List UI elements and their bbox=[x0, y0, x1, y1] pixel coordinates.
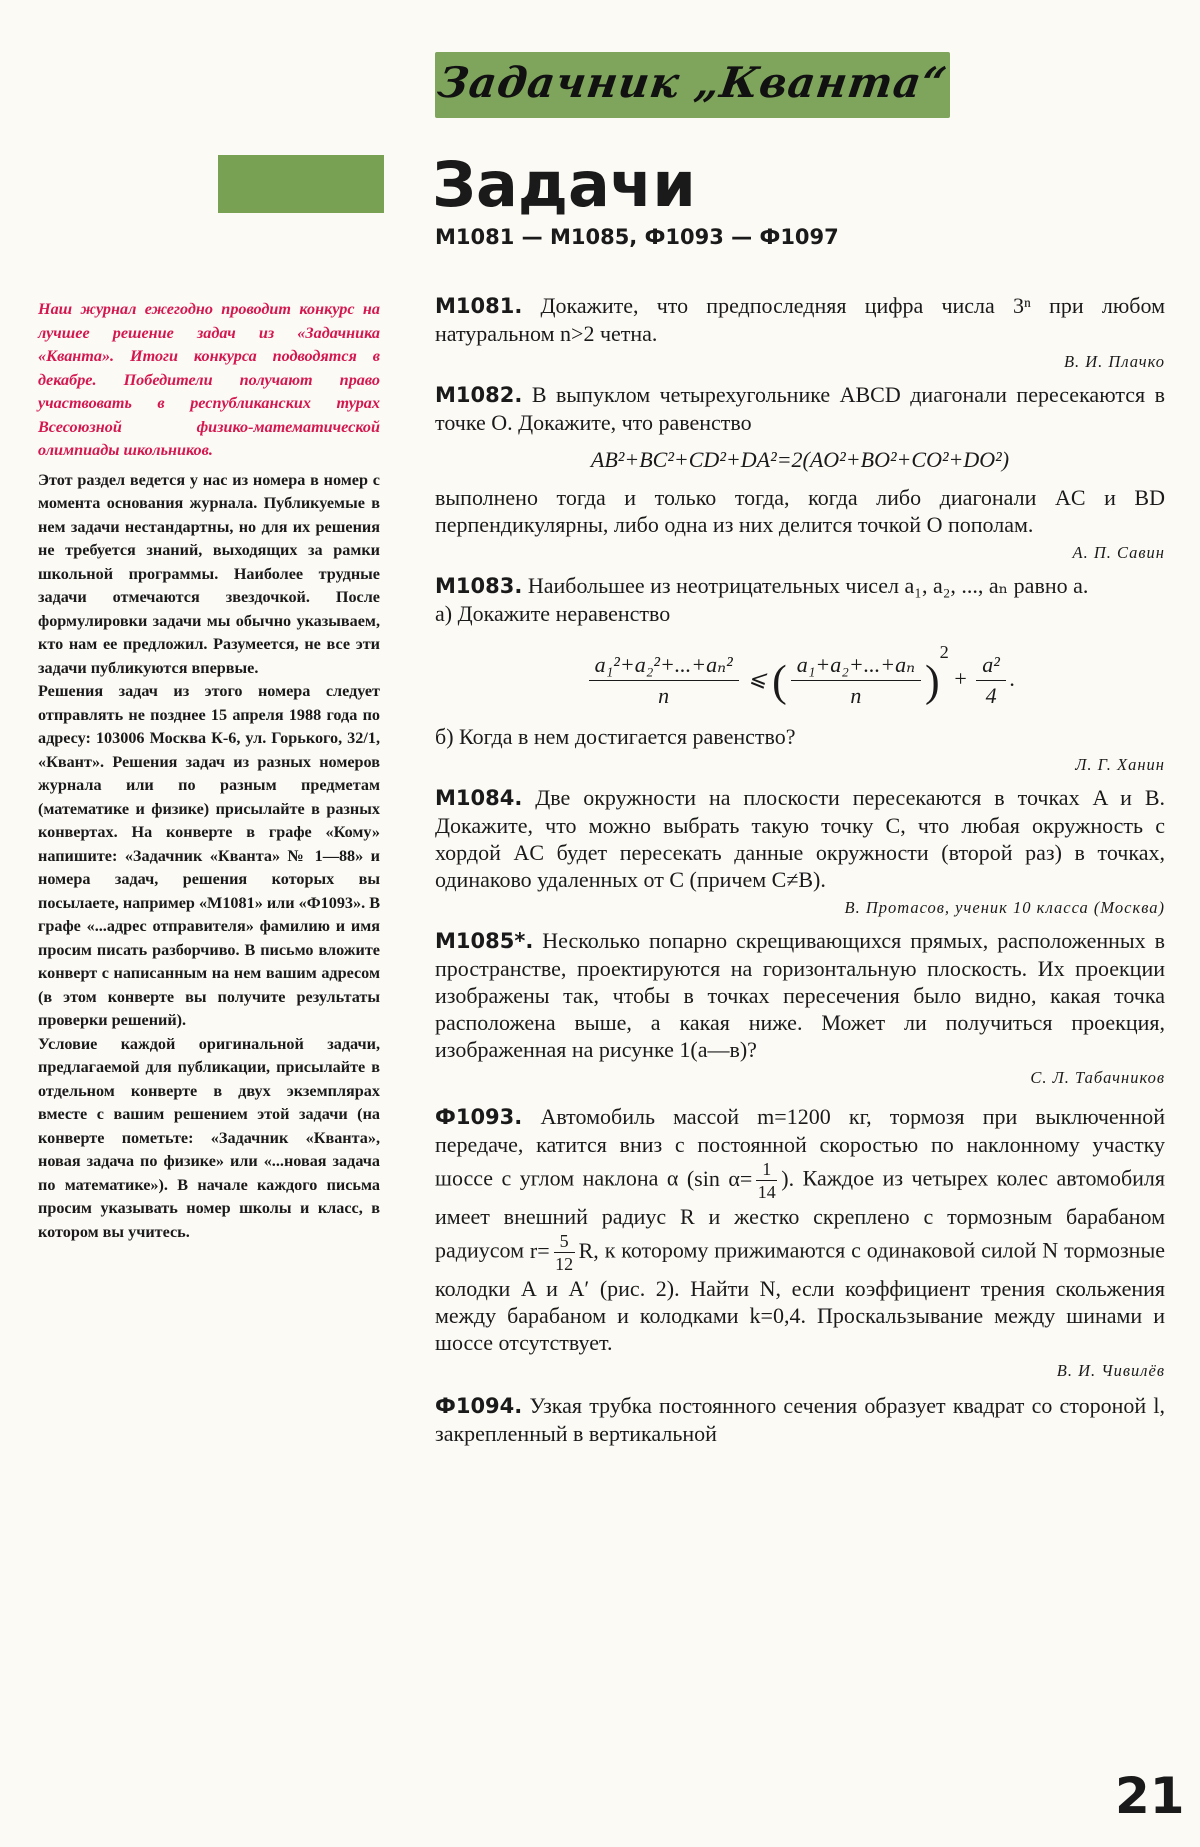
fraction-denominator: n bbox=[658, 683, 670, 709]
problem-text: Несколько попарно скрещивающихся прямых, расположенных в пространстве, проектируются на горизонтальную плоскость. Их проекции изображены так, чтобы в точках пересечения было видно, какая точка расположена выше, а какая ниже. Может ли получиться проекция, изображенная на рисунке 1(а—в)? bbox=[435, 928, 1166, 1062]
inequality-formula bbox=[435, 639, 1165, 711]
sidebar-paragraph: Этот раздел ведется у нас из номера в номер с момента основания журнала. Публикуемые в нем задачи нестандартны, но для их решения не требуется знаний, выходящих за рамки школьной программы. Наиболее трудные задачи отмечаются звездочкой. После формулировки задачи мы обычно указываем, кто нам ее предложил. Разумеется, не все эти задачи публикуются впервые. bbox=[38, 470, 380, 677]
problem-text: Узкая трубка постоянного сечения образует квадрат со стороной l, закрепленный в вертикальной bbox=[435, 1393, 1165, 1446]
problem-author: В. И. Чивилёв bbox=[1056, 1361, 1165, 1380]
fraction bbox=[554, 1230, 575, 1275]
problem-m1084 bbox=[435, 784, 1165, 919]
problem-text: В выпуклом четырехугольнике ABCD диагонали пересекаются в точке O. Докажите, что равенство bbox=[435, 382, 1165, 435]
sidebar-paragraph: Решения задач из этого номера следует отправлять не позднее 15 апреля 1988 года по адресу: 103006 Москва К-6, ул. Горького, 32/1, «Квант». Решения задач из разных номеров журнала или по разным предметам (математике и физике) присылайте в разных конвертах. На конверте в графе «Кому» напишите: «Задачник «Кванта» № 1—88» и номера задач, решения которых вы посылаете, например «М1081» или «Ф1093». В графе «...адрес отправителя» фамилию и имя просим писать разборчиво. В письмо вложите конверт с написанным на нем вашим адресом (в этом конверте вы получите результаты проверки решений). bbox=[38, 682, 380, 1029]
fraction bbox=[589, 650, 739, 711]
relation-sign: ⩽ bbox=[748, 666, 767, 691]
problem-f1093 bbox=[435, 1103, 1165, 1382]
problem-author: В. Протасов, ученик 10 класса (Москва) bbox=[844, 898, 1165, 917]
sidebar bbox=[38, 298, 380, 1244]
page-number: 21 bbox=[1115, 1767, 1185, 1825]
sidebar-paragraph: Условие каждой оригинальной задачи, предлагаемой для публикации, присылайте в отдельном конверте в двух экземплярах вместе с вашим решением этой задачи (на конверте пометьте: «Задачник «Кванта», новая задача по физике» или «...новая задача по математике»). В начале каждого письма просим указывать номер школы и класс, в котором вы учитесь. bbox=[38, 1034, 380, 1241]
sin-condition bbox=[686, 1159, 803, 1202]
fraction-denominator: 14 bbox=[757, 1182, 776, 1202]
fraction bbox=[976, 650, 1006, 711]
problems-column bbox=[435, 292, 1165, 1455]
problem-text-continued: Каждое из четырех колес автомобиля имеет внешний радиус R и жестко скреплено с тормозным барабаном радиусом bbox=[435, 1165, 1166, 1263]
problem-author: Л. Г. Ханин bbox=[1075, 755, 1165, 774]
sidebar-intro: Наш журнал ежегодно проводит конкурс на лучшее решение задач из «Задачника «Кванта». Итоги конкурса подводятся в декабре. Победители получают право участвовать в республиканских турах Всесоюзной физико-математической олимпиады школьников. bbox=[38, 300, 380, 459]
fraction-numerator: 5 bbox=[554, 1230, 575, 1253]
problem-id: Ф1093. bbox=[435, 1105, 523, 1129]
section-banner bbox=[435, 52, 950, 118]
fraction-numerator: 1 bbox=[756, 1158, 777, 1181]
radius-lhs: r= bbox=[529, 1237, 550, 1263]
radius-rhs: R, bbox=[578, 1237, 599, 1263]
fraction-denominator: n bbox=[850, 683, 862, 709]
problem-m1085 bbox=[435, 927, 1165, 1089]
sin-rhs: ). bbox=[781, 1165, 795, 1191]
problem-part-b: б) Когда в нем достигается равенство? bbox=[435, 724, 796, 749]
problem-id: Ф1094. bbox=[435, 1394, 523, 1418]
problem-author: С. Л. Табачников bbox=[1030, 1068, 1165, 1087]
banner-title: Задачник „Кванта“ bbox=[434, 58, 951, 107]
problem-m1083 bbox=[435, 572, 1165, 776]
problem-id: М1083. bbox=[435, 574, 523, 598]
problem-id: М1084. bbox=[435, 786, 523, 810]
problem-m1082 bbox=[435, 381, 1165, 564]
problem-part-a: а) Докажите неравенство bbox=[435, 601, 671, 626]
problem-text: Две окружности на плоскости пересекаются в точках A и B. Докажите, что можно выбрать такую точку C, что любая окружность с хордой AC будет пересекать данные окружности (второй раз) в точках, одинаково удаленных от C (причем C≠B). bbox=[435, 785, 1165, 892]
decorative-green-bar bbox=[218, 155, 384, 213]
problem-author: В. И. Плачко bbox=[1063, 352, 1165, 371]
problem-f1094 bbox=[435, 1392, 1165, 1447]
problem-author: А. П. Савин bbox=[1072, 543, 1165, 562]
formula-period: . bbox=[1009, 666, 1016, 691]
problem-id: М1085*. bbox=[435, 929, 534, 953]
fraction-numerator: a₁+a₂+...+aₙ bbox=[791, 650, 921, 681]
fraction bbox=[756, 1158, 777, 1203]
problem-text-continued: выполнено тогда и только тогда, когда либо диагонали AC и BD перпендикулярны, либо одна из них делится точкой O пополам. bbox=[435, 485, 1165, 537]
problem-formula: AB²+BC²+CD²+DA²=2(AO²+BO²+CO²+DO²) bbox=[590, 447, 1010, 472]
left-paren: ( bbox=[772, 656, 787, 706]
problem-range-subtitle: М1081 — М1085, Ф1093 — Ф1097 bbox=[435, 225, 839, 249]
exponent: 2 bbox=[939, 642, 949, 662]
fraction-denominator: 12 bbox=[555, 1254, 574, 1274]
fraction-numerator: a² bbox=[976, 650, 1006, 681]
problem-id: М1081. bbox=[435, 294, 523, 318]
page-title: Задачи bbox=[432, 148, 696, 221]
sin-lhs: (sin α= bbox=[686, 1165, 753, 1191]
radius-formula bbox=[529, 1231, 605, 1274]
right-paren: ) bbox=[925, 656, 940, 706]
fraction-denominator: 4 bbox=[985, 683, 997, 709]
problem-id: М1082. bbox=[435, 383, 523, 407]
fraction bbox=[791, 650, 921, 711]
problem-text: Наибольшее из неотрицательных чисел a₁, a₂, ..., aₙ равно a. bbox=[527, 573, 1089, 598]
problem-m1081 bbox=[435, 292, 1165, 373]
plus-sign: + bbox=[954, 666, 967, 691]
problem-text: Докажите, что предпоследняя цифра числа 3ⁿ при любом натуральном n>2 четна. bbox=[435, 293, 1165, 346]
problem-text-continued: к которому прижимаются с одинаковой силой N тормозные колодки A и A′ (рис. 2). Найти N, если коэффициент трения скольжения между барабаном и колодками k=0,4. Проскальзывание между шинами и шоссе отсутствует. bbox=[435, 1237, 1165, 1355]
fraction-numerator: a₁²+a₂²+...+aₙ² bbox=[589, 650, 739, 681]
problem-text: Автомобиль массой m=1200 кг, тормозя при выключенной передаче, катится вниз с постоянной скоростью по наклонному участку шоссе с углом наклона α bbox=[435, 1104, 1165, 1191]
